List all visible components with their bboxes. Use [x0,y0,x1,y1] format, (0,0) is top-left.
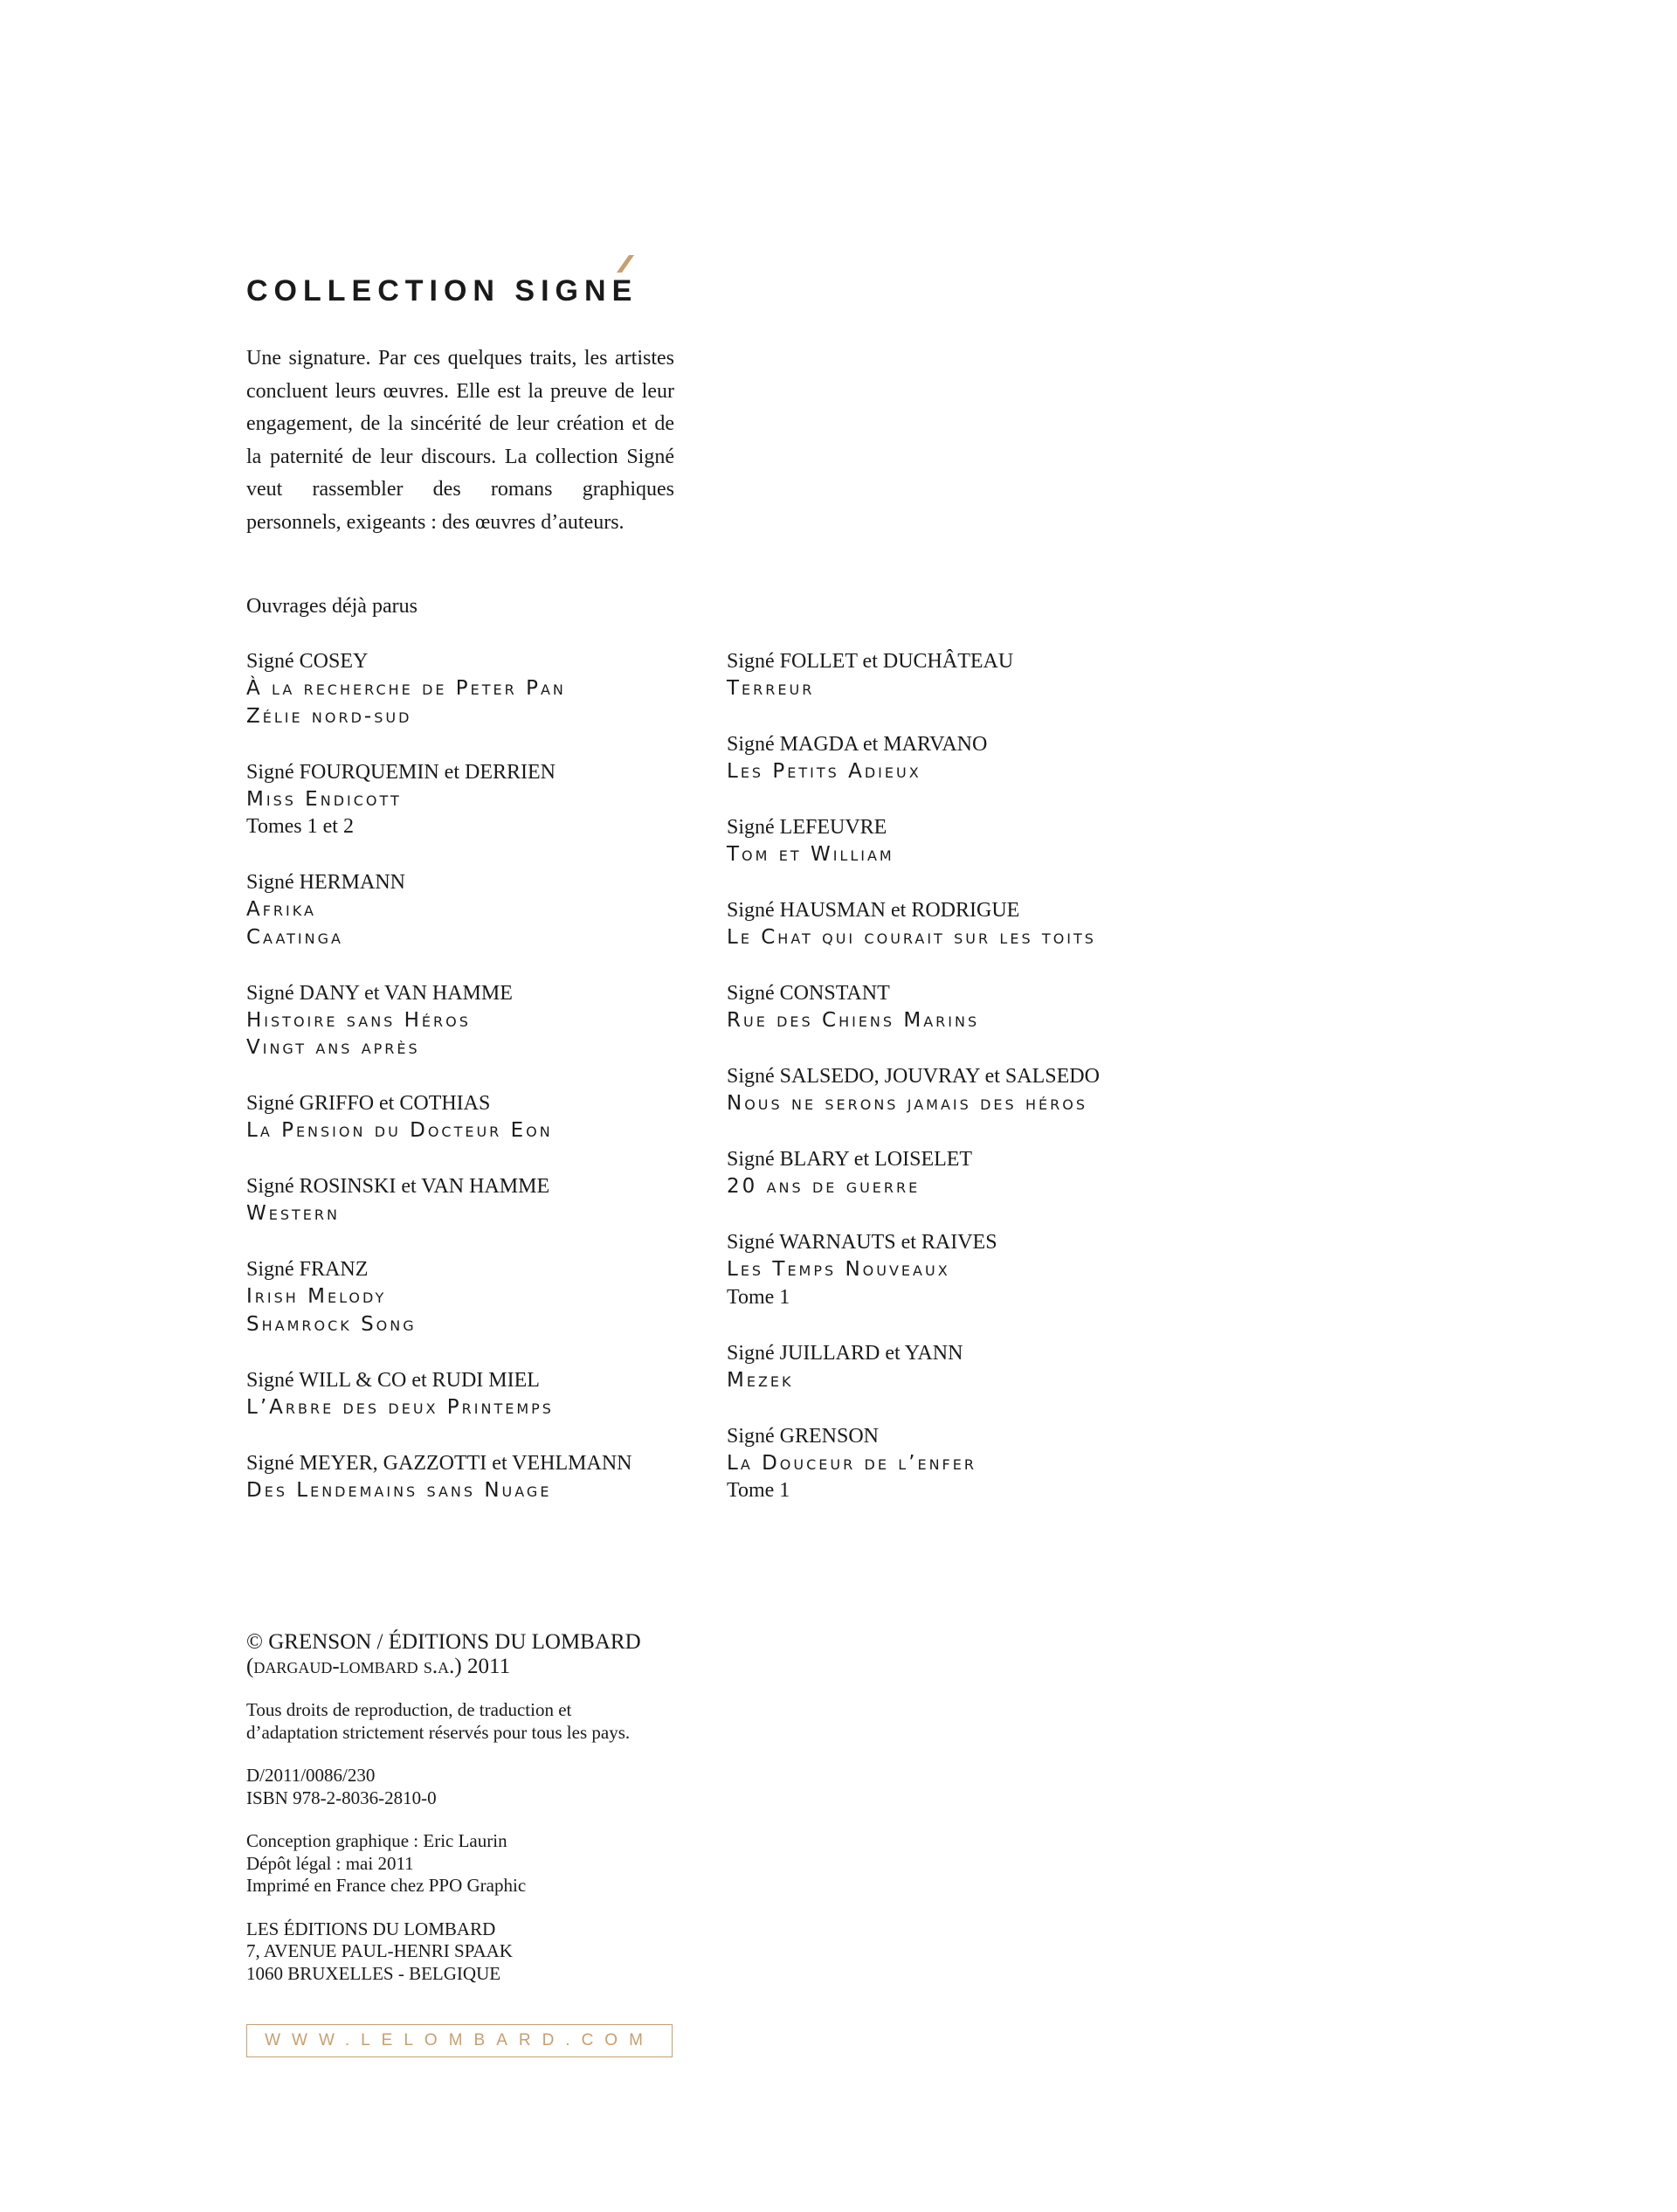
book-title: Des Lendemains sans Nuage [246,1478,552,1502]
book-title: Miss Endicott [246,787,402,811]
book-tome: Tome 1 [727,1479,790,1502]
book-author: Signé FOLLET et DUCHÂTEAU [727,650,1014,673]
book-title: L’Arbre des deux Printemps [246,1395,554,1419]
book-entry [727,647,1100,703]
book-title: Nous ne serons jamais des héros [727,1092,1088,1115]
book-author: Signé COSEY [246,650,369,673]
title-last-letter: E [611,274,638,308]
book-entry [727,896,1100,952]
book-author: Signé SALSEDO, JOUVRAY et SALSEDO [727,1065,1100,1088]
collection-title-text: COLLECTION SIGN [246,274,612,308]
book-author: Signé MAGDA et MARVANO [727,733,988,756]
book-entry [727,730,1100,786]
book-entry [246,647,632,730]
book-entry [246,1255,632,1338]
publisher-street: 7, AVENUE PAUL-HENRI SPAAK [246,1940,513,1961]
book-entry [727,979,1100,1035]
book-title: Western [246,1202,340,1225]
book-title: À la recherche de Peter Pan [246,677,566,700]
book-title: Histoire sans Héros [246,1008,471,1032]
book-entry [246,979,632,1062]
book-entry [246,1366,632,1422]
book-author: Signé HERMANN [246,871,406,894]
legal-deposit: Dépôt légal : mai 2011 [246,1852,414,1874]
copyright-company-line [246,1655,770,1679]
legal-block [246,1630,770,1985]
book-entry [727,813,1100,869]
depot-number: D/2011/0086/230 [246,1765,376,1786]
publisher-city: 1060 BRUXELLES - BELGIQUE [246,1962,501,1984]
book-entry [246,1089,632,1145]
isbn: ISBN 978-2-8036-2810-0 [246,1787,437,1808]
book-title: Rue des Chiens Marins [727,1009,980,1032]
book-author: Signé FOURQUEMIN et DERRIEN [246,760,556,784]
rights-line-2: d’adaptation strictement réservés pour tous les pays. [246,1721,631,1743]
book-author: Signé GRIFFO et COTHIAS [246,1092,491,1115]
book-author: Signé WARNAUTS et RAIVES [727,1231,997,1254]
collection-title [246,274,638,308]
book-entry [727,1145,1100,1201]
book-author: Signé BLARY et LOISELET [727,1148,973,1171]
book-entry [727,1339,1100,1395]
copyright-line: © GRENSON / ÉDITIONS DU LOMBARD [246,1630,641,1654]
book-list-right [727,647,1100,1532]
book-author: Signé HAUSMAN et RODRIGUE [727,899,1020,922]
book-title: Zélie nord-sud [246,704,412,728]
book-entry [246,1449,632,1505]
company-name: (dargaud-lombard s.a.) [246,1655,462,1678]
book-author: Signé WILL & CO et RUDI MIEL [246,1368,540,1392]
book-author: Signé LEFEUVRE [727,816,887,839]
acute-accent-mark [617,255,634,273]
book-title: Tom et William [727,843,894,866]
book-title: 20 ans de guerre [727,1175,921,1198]
book-author: Signé GRENSON [727,1424,880,1448]
book-author: Signé CONSTANT [727,982,890,1005]
book-title: Vingt ans après [246,1036,420,1059]
book-title: Afrika [246,898,316,921]
rights-line-1: Tous droits de reproduction, de traduction et [246,1699,572,1720]
book-author: Signé MEYER, GAZZOTTI et VEHLMANN [246,1451,632,1475]
book-author: Signé JUILLARD et YANN [727,1341,963,1365]
already-published-heading: Ouvrages déjà parus [246,595,418,618]
book-title: Terreur [727,677,815,700]
book-title: Les Temps Nouveaux [727,1258,950,1281]
book-title: Les Petits Adieux [727,760,921,783]
publisher-name: LES ÉDITIONS DU LOMBARD [246,1918,496,1939]
intro-paragraph: Une signature. Par ces quelques traits, les artistes concluent leurs œuvres. Elle est la preuve de leur engagement, de la sincérité de leur création et de la paternité de leur discours. La collection Signé veut rassembler des romans graphiques personnels, exigeants : des œuvres d’auteurs. [246,347,674,534]
book-entry [727,1062,1100,1118]
book-entry [246,758,632,841]
book-entry [246,868,632,951]
copyright-year: 2011 [467,1655,511,1678]
book-title: Shamrock Song [246,1312,417,1336]
book-entry [246,1172,632,1228]
book-entry [727,1422,1100,1505]
website-link[interactable]: WWW.LELOMBARD.COM [246,2024,673,2057]
book-author: Signé ROSINSKI et VAN HAMME [246,1175,550,1198]
book-tome: Tome 1 [727,1285,790,1309]
book-title: Le Chat qui courait sur les toits [727,926,1096,949]
book-title: Caatinga [246,925,343,949]
printer-credit: Imprimé en France chez PPO Graphic [246,1875,527,1896]
book-list-left [246,647,632,1532]
book-title: La Pension du Docteur Eon [246,1119,553,1142]
book-entry [727,1228,1100,1311]
book-tome: Tomes 1 et 2 [246,815,354,838]
book-title: La Douceur de l’enfer [727,1451,977,1475]
book-title: Irish Melody [246,1285,387,1308]
book-author: Signé DANY et VAN HAMME [246,981,513,1005]
book-title: Mezek [727,1368,794,1392]
book-author: Signé FRANZ [246,1258,369,1281]
design-credit: Conception graphique : Eric Laurin [246,1830,507,1851]
title-accented-letter [612,274,638,308]
